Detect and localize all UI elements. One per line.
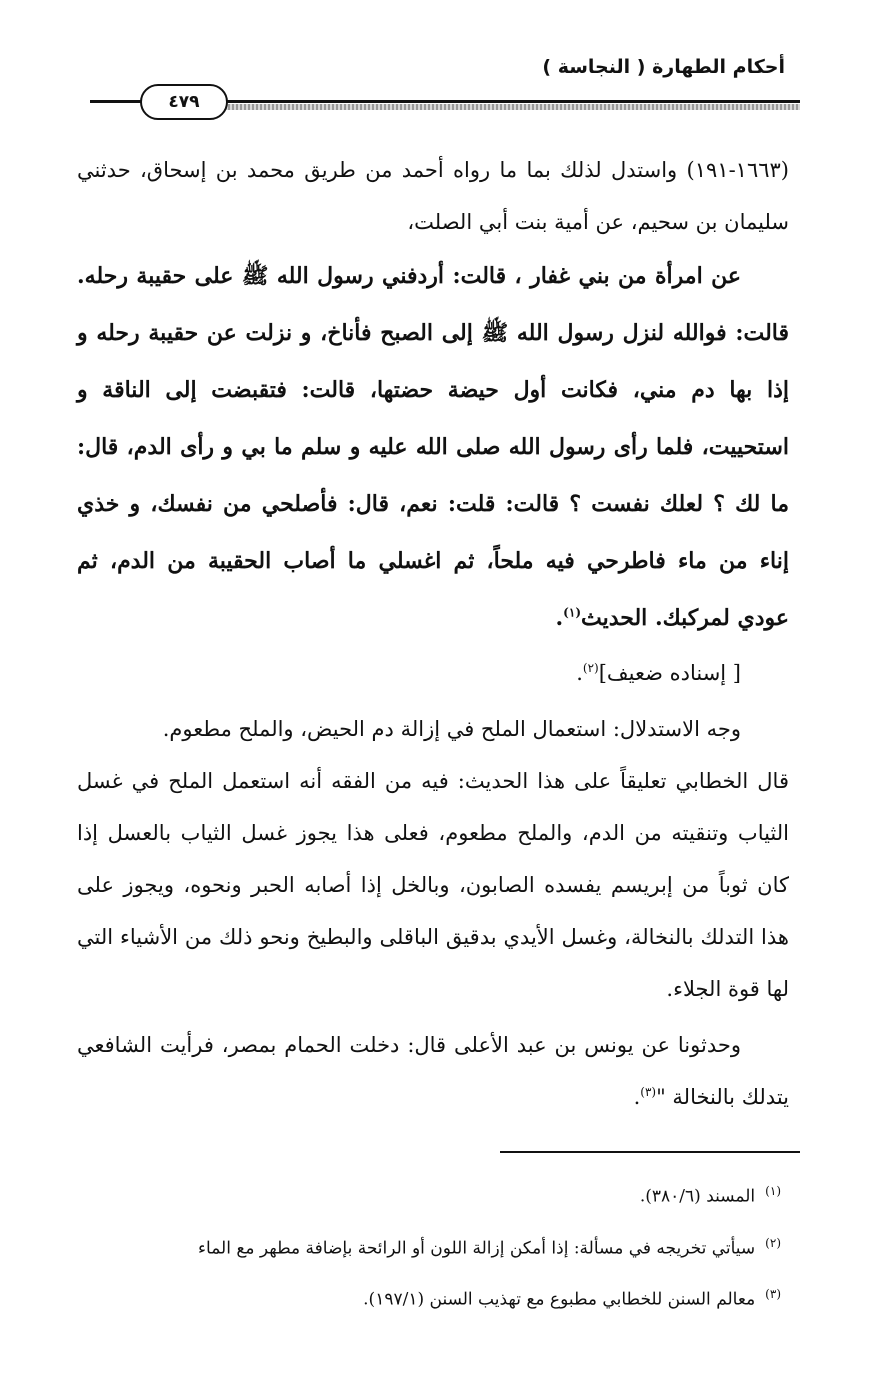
paragraph-tail: . <box>576 661 583 685</box>
main-text <box>77 144 789 1123</box>
paragraph-argument <box>77 703 789 755</box>
footnote-number: (١) <box>765 1184 781 1198</box>
header-rule-shadow <box>220 104 800 110</box>
footnote-ref-3[interactable]: (٣) <box>640 1085 657 1099</box>
footnote-ref-1[interactable]: (١) <box>563 605 581 620</box>
paragraph-text: [ إسناده ضعيف] <box>598 661 741 685</box>
footnotes <box>81 1168 781 1323</box>
paragraph-tail: . <box>555 605 564 631</box>
paragraph-text: عن امرأة من بني غفار ، قالت: أردفني رسول الله ﷺ على حقيبة رحله. قالت: فوالله لنزل رسول الله ﷺ إلى الصبح فأناخ، و نزلت عن حقيبة رحله و إذا بها دم مني، فكانت أول حيضة حضتها، قالت: فتقبضت إلى الناقة و استحييت، فلما رأى رسول الله صلى الله عليه و سلم ما بي و رأى الدم، قال: ما لك ؟ لعلك نفست ؟ قالت: قلت: نعم، قال: فأصلحي من نفسك، و خذي إناء من ماء فاطرحي فيه ملحاً، ثم اغسلي ما أصاب الحقيبة من الدم، ثم عودي لمركبك. الحديث <box>77 263 789 631</box>
paragraph-isnad-grade <box>77 647 789 699</box>
footnote-number: (٣) <box>765 1287 781 1302</box>
paragraph-text: (١٦٦٣-١٩١) واستدل لذلك بما ما رواه أحمد من طريق محمد بن إسحاق، حدثني سليمان بن سحيم، عن أمية بنت أبي الصلت، <box>77 158 789 234</box>
footnote-text: سيأتي تخريجه في مسألة: إذا أمكن إزالة اللون أو الرائحة بإضافة مطهر مع الماء <box>198 1238 756 1259</box>
paragraph-khattabi-comment <box>77 755 789 1015</box>
footnote-3 <box>81 1271 781 1323</box>
footnote-text: المسند (٣٨٠/٦). <box>639 1186 756 1207</box>
paragraph-text: وجه الاستدلال: استعمال الملح في إزالة دم الحيض، والملح مطعوم. <box>162 717 741 741</box>
paragraph-text: قال الخطابي تعليقاً على هذا الحديث: فيه من الفقه أنه استعمل الملح في غسل الثياب وتنقيته من الدم، والملح مطعوم، فعلى هذا يجوز غسل الثياب بالعسل إذا كان ثوباً من إبريسم يفسده الصابون، وبالخل إذا أصابه الحبر ونحوه، ويجوز على هذا التدلك بالنخالة، وغسل الأيدي بدقيق الباقلى والبطيخ ونحو ذلك من الأشياء التي لها قوة الجلاء. <box>77 769 789 1001</box>
page-number: ٤٧٩ <box>140 84 228 120</box>
footnote-2 <box>81 1220 781 1272</box>
paragraph-tail: . <box>633 1085 641 1109</box>
paragraph-hadith-intro <box>77 144 789 248</box>
footnote-ref-2[interactable]: (٢) <box>582 661 599 675</box>
footnote-number: (٢) <box>765 1235 781 1250</box>
footnote-1 <box>81 1168 781 1220</box>
paragraph-hadith-text <box>77 248 789 647</box>
paragraph-shafii-report <box>77 1019 789 1123</box>
footnote-text: معالم السنن للخطابي مطبوع مع تهذيب السنن (١٩٧/١). <box>363 1289 756 1310</box>
footnote-separator <box>500 1151 800 1153</box>
paragraph-text: وحدثونا عن يونس بن عبد الأعلى قال: دخلت الحمام بمصر، فرأيت الشافعي يتدلك بالنخالة " <box>77 1033 789 1109</box>
running-title: أحكام الطهارة ( النجاسة ) <box>542 56 785 78</box>
